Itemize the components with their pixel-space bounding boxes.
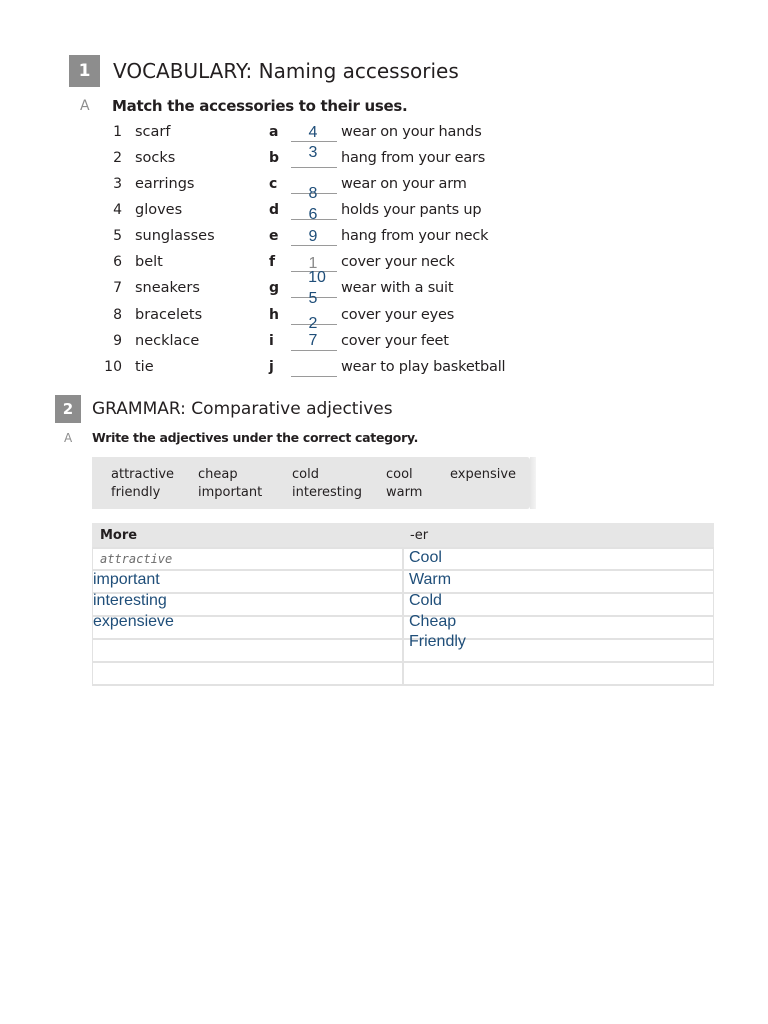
item-number: 9 <box>113 333 122 349</box>
answer-blank[interactable] <box>291 350 337 351</box>
item-number: 3 <box>113 176 122 192</box>
word-bank-item: warm <box>386 485 423 500</box>
handwritten-answer: 2 <box>308 315 318 332</box>
use-letter: f <box>269 254 276 270</box>
er-answer[interactable]: Warm <box>409 571 452 588</box>
accessory-word: sneakers <box>135 280 200 296</box>
use-letter: h <box>269 307 279 323</box>
accessory-word: gloves <box>135 202 183 218</box>
accessory-word: belt <box>135 254 163 270</box>
item-number: 1 <box>113 124 122 140</box>
handwritten-answer: 7 <box>308 332 318 349</box>
handwritten-answer: 5 <box>308 290 318 307</box>
handwritten-answer: 10 <box>308 269 326 286</box>
use-letter: a <box>269 124 279 140</box>
item-number: 6 <box>113 254 122 270</box>
example-answer: attractive <box>100 552 173 566</box>
table-right-edge <box>713 547 714 685</box>
match-row <box>0 144 768 176</box>
use-description: wear on your hands <box>341 124 482 140</box>
use-letter: i <box>269 333 274 349</box>
section-title: VOCABULARY: Naming accessories <box>113 59 459 83</box>
more-answer[interactable]: important <box>93 571 160 588</box>
use-letter: j <box>269 359 274 375</box>
use-description: cover your neck <box>341 254 455 270</box>
column-header-er: -er <box>410 528 429 543</box>
more-answer[interactable]: interesting <box>93 592 167 609</box>
accessory-word: bracelets <box>135 307 203 323</box>
accessory-word: earrings <box>135 176 195 192</box>
handwritten-answer: 9 <box>308 228 318 245</box>
word-bank-item: cool <box>386 467 413 482</box>
handwritten-answer: 1 <box>308 255 318 272</box>
match-row <box>0 254 768 280</box>
use-description: wear with a suit <box>341 280 454 296</box>
column-header-more: More <box>100 528 138 543</box>
word-bank-item: cold <box>292 467 319 482</box>
word-bank-item: attractive <box>111 467 175 482</box>
match-row <box>0 176 768 202</box>
match-row <box>0 124 768 150</box>
match-row <box>0 228 768 254</box>
accessory-word: scarf <box>135 124 171 140</box>
handwritten-answer: 8 <box>308 185 318 202</box>
section-title: GRAMMAR: Comparative adjectives <box>92 399 393 419</box>
er-answer[interactable]: Cold <box>409 592 442 609</box>
word-bank-item: important <box>198 485 263 500</box>
item-number: 10 <box>104 359 122 375</box>
handwritten-answer: 4 <box>308 124 318 141</box>
use-description: cover your eyes <box>341 307 455 323</box>
accessory-word: socks <box>135 150 176 166</box>
part-letter: A <box>64 431 73 445</box>
section-number-badge: 2 <box>55 395 81 423</box>
use-description: wear to play basketball <box>341 359 506 375</box>
word-bank-item: cheap <box>198 467 238 482</box>
handwritten-answer: 3 <box>308 144 318 161</box>
exercise-instruction: Write the adjectives under the correct category. <box>92 430 419 445</box>
word-bank-item: interesting <box>292 485 362 500</box>
accessory-word: sunglasses <box>135 228 215 244</box>
section-number-badge: 1 <box>69 55 100 87</box>
use-description: wear on your arm <box>341 176 467 192</box>
item-number: 4 <box>113 202 122 218</box>
er-answer[interactable]: Cool <box>409 549 442 566</box>
accessory-word: tie <box>135 359 154 375</box>
use-description: hang from your ears <box>341 150 486 166</box>
accessory-word: necklace <box>135 333 200 349</box>
handwritten-answer: 6 <box>308 206 318 223</box>
item-number: 8 <box>113 307 122 323</box>
part-letter: A <box>80 98 90 114</box>
table-header <box>92 523 714 547</box>
er-answer[interactable]: Friendly <box>409 633 466 650</box>
match-row <box>0 202 768 228</box>
table-column-divider <box>402 547 404 685</box>
use-description: hang from your neck <box>341 228 489 244</box>
answer-blank[interactable] <box>291 376 337 377</box>
word-bank-item: expensive <box>450 467 517 482</box>
answer-blank[interactable] <box>291 167 337 168</box>
item-number: 5 <box>113 228 122 244</box>
word-bank-item: friendly <box>111 485 161 500</box>
use-letter: d <box>269 202 280 218</box>
use-letter: c <box>269 176 278 192</box>
match-row <box>0 290 768 333</box>
item-number: 7 <box>113 280 122 296</box>
use-letter: b <box>269 150 280 166</box>
match-row <box>0 269 768 306</box>
use-letter: g <box>269 280 280 296</box>
use-description: holds your pants up <box>341 202 482 218</box>
use-description: cover your feet <box>341 333 449 349</box>
word-bank <box>92 457 530 509</box>
more-answer[interactable]: expensieve <box>93 613 174 630</box>
exercise-instruction: Match the accessories to their uses. <box>112 97 408 115</box>
use-letter: e <box>269 228 279 244</box>
item-number: 2 <box>113 150 122 166</box>
er-answer[interactable]: Cheap <box>409 613 457 630</box>
